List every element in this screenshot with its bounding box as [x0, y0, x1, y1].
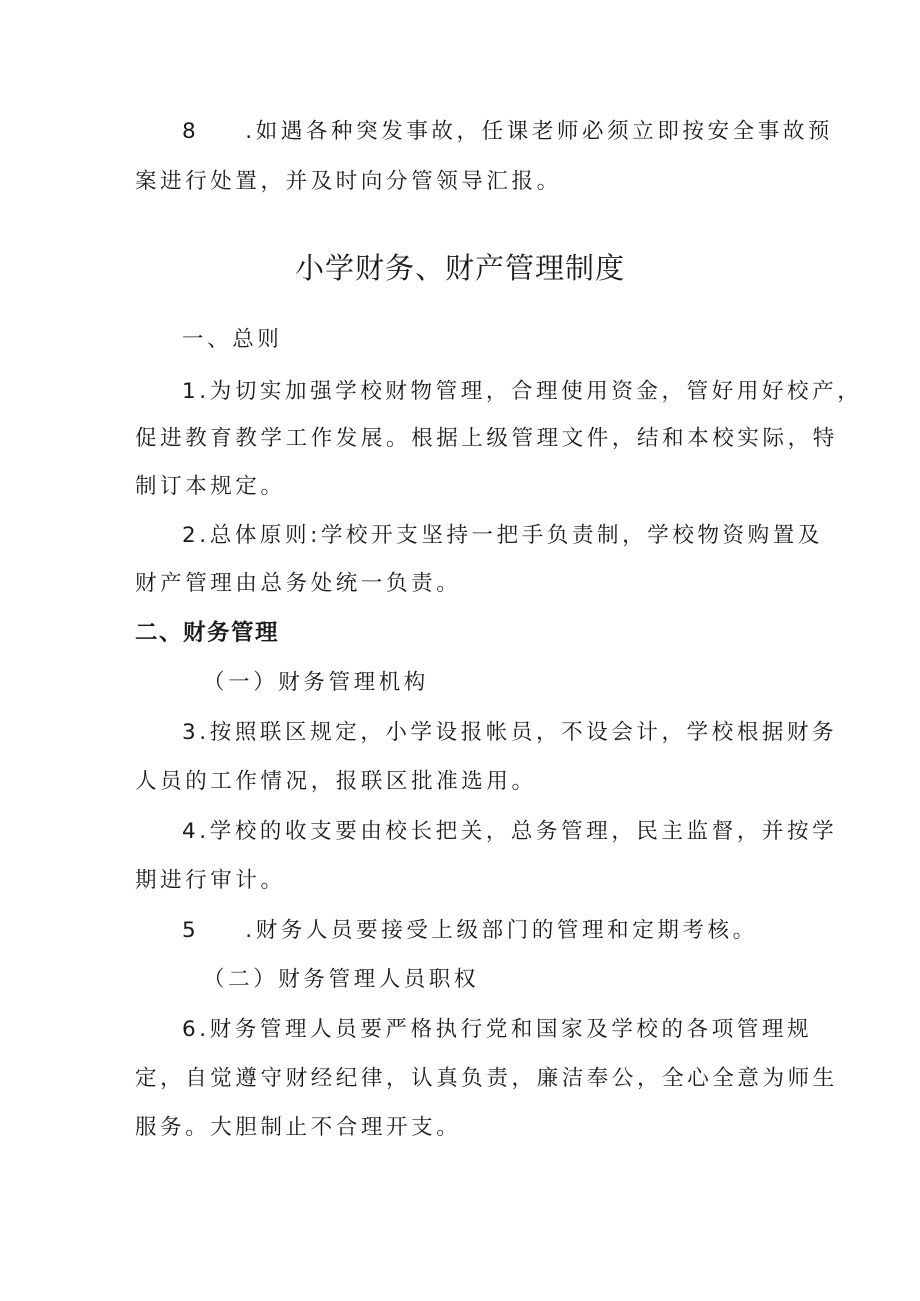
item-6-line-2: 定，自觉遵守财经纪律，认真负责，廉洁奉公，全心全意为师生: [135, 1066, 838, 1091]
item-1-line-1: 1.为切实加强学校财物管理，合理使用资金，管好用好校产，: [182, 379, 863, 404]
item-5-line: [182, 916, 842, 946]
item-8-line-1: [182, 117, 842, 147]
item-8-line-2: 案进行处置，并及时向分管领导汇报。: [135, 169, 562, 194]
item-5-number: 5: [182, 918, 200, 943]
item-6-line-1: 6.财务管理人员要严格执行党和国家及学校的各项管理规: [182, 1017, 813, 1042]
item-2-line-1: 2.总体原则:学校开支坚持一把手负责制，学校物资购置及: [182, 523, 823, 548]
subsection-2-heading: （二）财务管理人员职权: [203, 967, 480, 992]
item-1-line-2: 促进教育教学工作发展。根据上级管理文件，结和本校实际，特: [135, 426, 838, 451]
section-2-heading: 二、财务管理: [135, 620, 280, 646]
item-1-line-3: 制订本规定。: [135, 474, 286, 499]
item-3-line-1: 3.按照联区规定，小学设报帐员，不设会计，学校根据财务: [182, 720, 838, 745]
item-6-line-3: 服务。大胆制止不合理开支。: [135, 1115, 462, 1140]
item-8-number: 8: [182, 119, 200, 144]
item-5-text: .财务人员要接受上级部门的管理和定期考核。: [245, 918, 758, 943]
section-1-heading: 一、总则: [182, 327, 283, 352]
page-title: 小学财务、财产管理制度: [294, 251, 625, 285]
item-3-line-2: 人员的工作情况，报联区批准选用。: [135, 769, 537, 794]
subsection-1-heading: （一）财务管理机构: [203, 670, 429, 695]
item-4-line-1: 4.学校的收支要由校长把关，总务管理，民主监督，并按学: [182, 819, 838, 844]
item-8-text: .如遇各种突发事故，任课老师必须立即按安全事故预: [245, 119, 834, 144]
item-4-line-2: 期进行审计。: [135, 868, 286, 893]
item-2-line-2: 财产管理由总务处统一负责。: [135, 571, 462, 596]
